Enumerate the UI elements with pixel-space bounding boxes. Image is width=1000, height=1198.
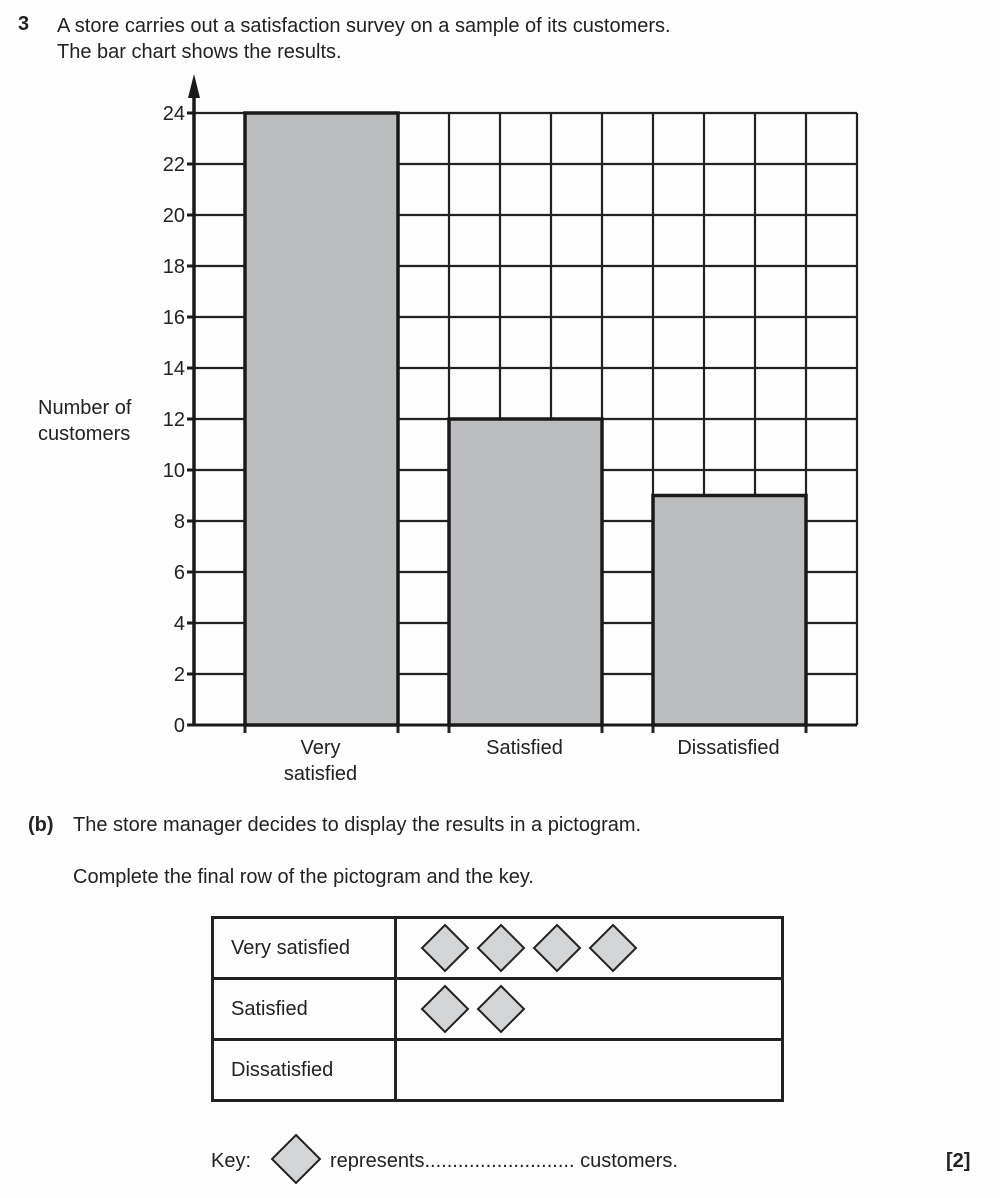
- part-b-instruction: Complete the final row of the pictogram and the key.: [73, 866, 534, 888]
- x-category-label: Very: [300, 737, 341, 759]
- y-tick-label: 8: [173, 511, 185, 533]
- pictogram-row: [213, 1040, 783, 1101]
- y-axis-arrow-icon: [188, 74, 200, 98]
- pictogram-category: Dissatisfied: [213, 1040, 396, 1101]
- x-category-label: Satisfied: [486, 737, 563, 759]
- pictogram-symbols: [396, 918, 783, 979]
- question-intro-line2: The bar chart shows the results.: [57, 41, 342, 63]
- pictogram-symbols: [396, 979, 783, 1040]
- question-number: 3: [18, 13, 30, 35]
- pictogram-category: Very satisfied: [213, 918, 396, 979]
- bar-dissatisfied: [653, 496, 806, 726]
- y-tick-label: 12: [162, 409, 185, 431]
- pictogram-row: [213, 979, 783, 1040]
- bar-satisfied: [449, 419, 602, 725]
- question-intro-line1: A store carries out a satisfaction survey on a sample of its customers.: [57, 15, 671, 37]
- y-tick-label: 2: [173, 664, 185, 686]
- diamond-symbol-icon: [419, 923, 471, 973]
- x-category-label: Dissatisfied: [677, 737, 780, 759]
- pictogram-row: [213, 918, 783, 979]
- bar-very-satisfied: [245, 113, 398, 725]
- key-diamond-icon: [270, 1133, 322, 1185]
- y-tick-label: 16: [162, 307, 185, 329]
- diamond-symbol-icon: [475, 984, 527, 1034]
- y-tick-label: 14: [162, 358, 185, 380]
- y-axis-label-line2: customers: [38, 423, 131, 445]
- part-b-text: The store manager decides to display the results in a pictogram.: [73, 814, 642, 836]
- pictogram-category: Satisfied: [213, 979, 396, 1040]
- y-tick-label: 10: [162, 460, 185, 482]
- y-axis-label-line1: Number of: [38, 397, 132, 419]
- y-tick-label: 6: [173, 562, 185, 584]
- y-tick-label: 18: [162, 256, 185, 278]
- diamond-symbol-icon: [475, 923, 527, 973]
- marks-indicator: [2]: [946, 1150, 971, 1172]
- key-text-answer-line[interactable]: represents........................... customers.: [330, 1150, 678, 1172]
- diamond-symbol-icon: [587, 923, 639, 973]
- part-b-label: (b): [28, 814, 54, 836]
- key-label: Key:: [211, 1150, 252, 1172]
- pictogram-table: [211, 916, 784, 1102]
- diamond-symbol-icon: [531, 923, 583, 973]
- pictogram-symbols-answer-area[interactable]: [396, 1040, 783, 1101]
- y-tick-label: 24: [162, 103, 185, 125]
- y-tick-label: 4: [173, 613, 185, 635]
- y-tick-label: 22: [162, 154, 185, 176]
- x-category-label: satisfied: [283, 763, 358, 785]
- diamond-symbol-icon: [419, 984, 471, 1034]
- y-tick-label: 0: [173, 715, 185, 737]
- y-tick-label: 20: [162, 205, 185, 227]
